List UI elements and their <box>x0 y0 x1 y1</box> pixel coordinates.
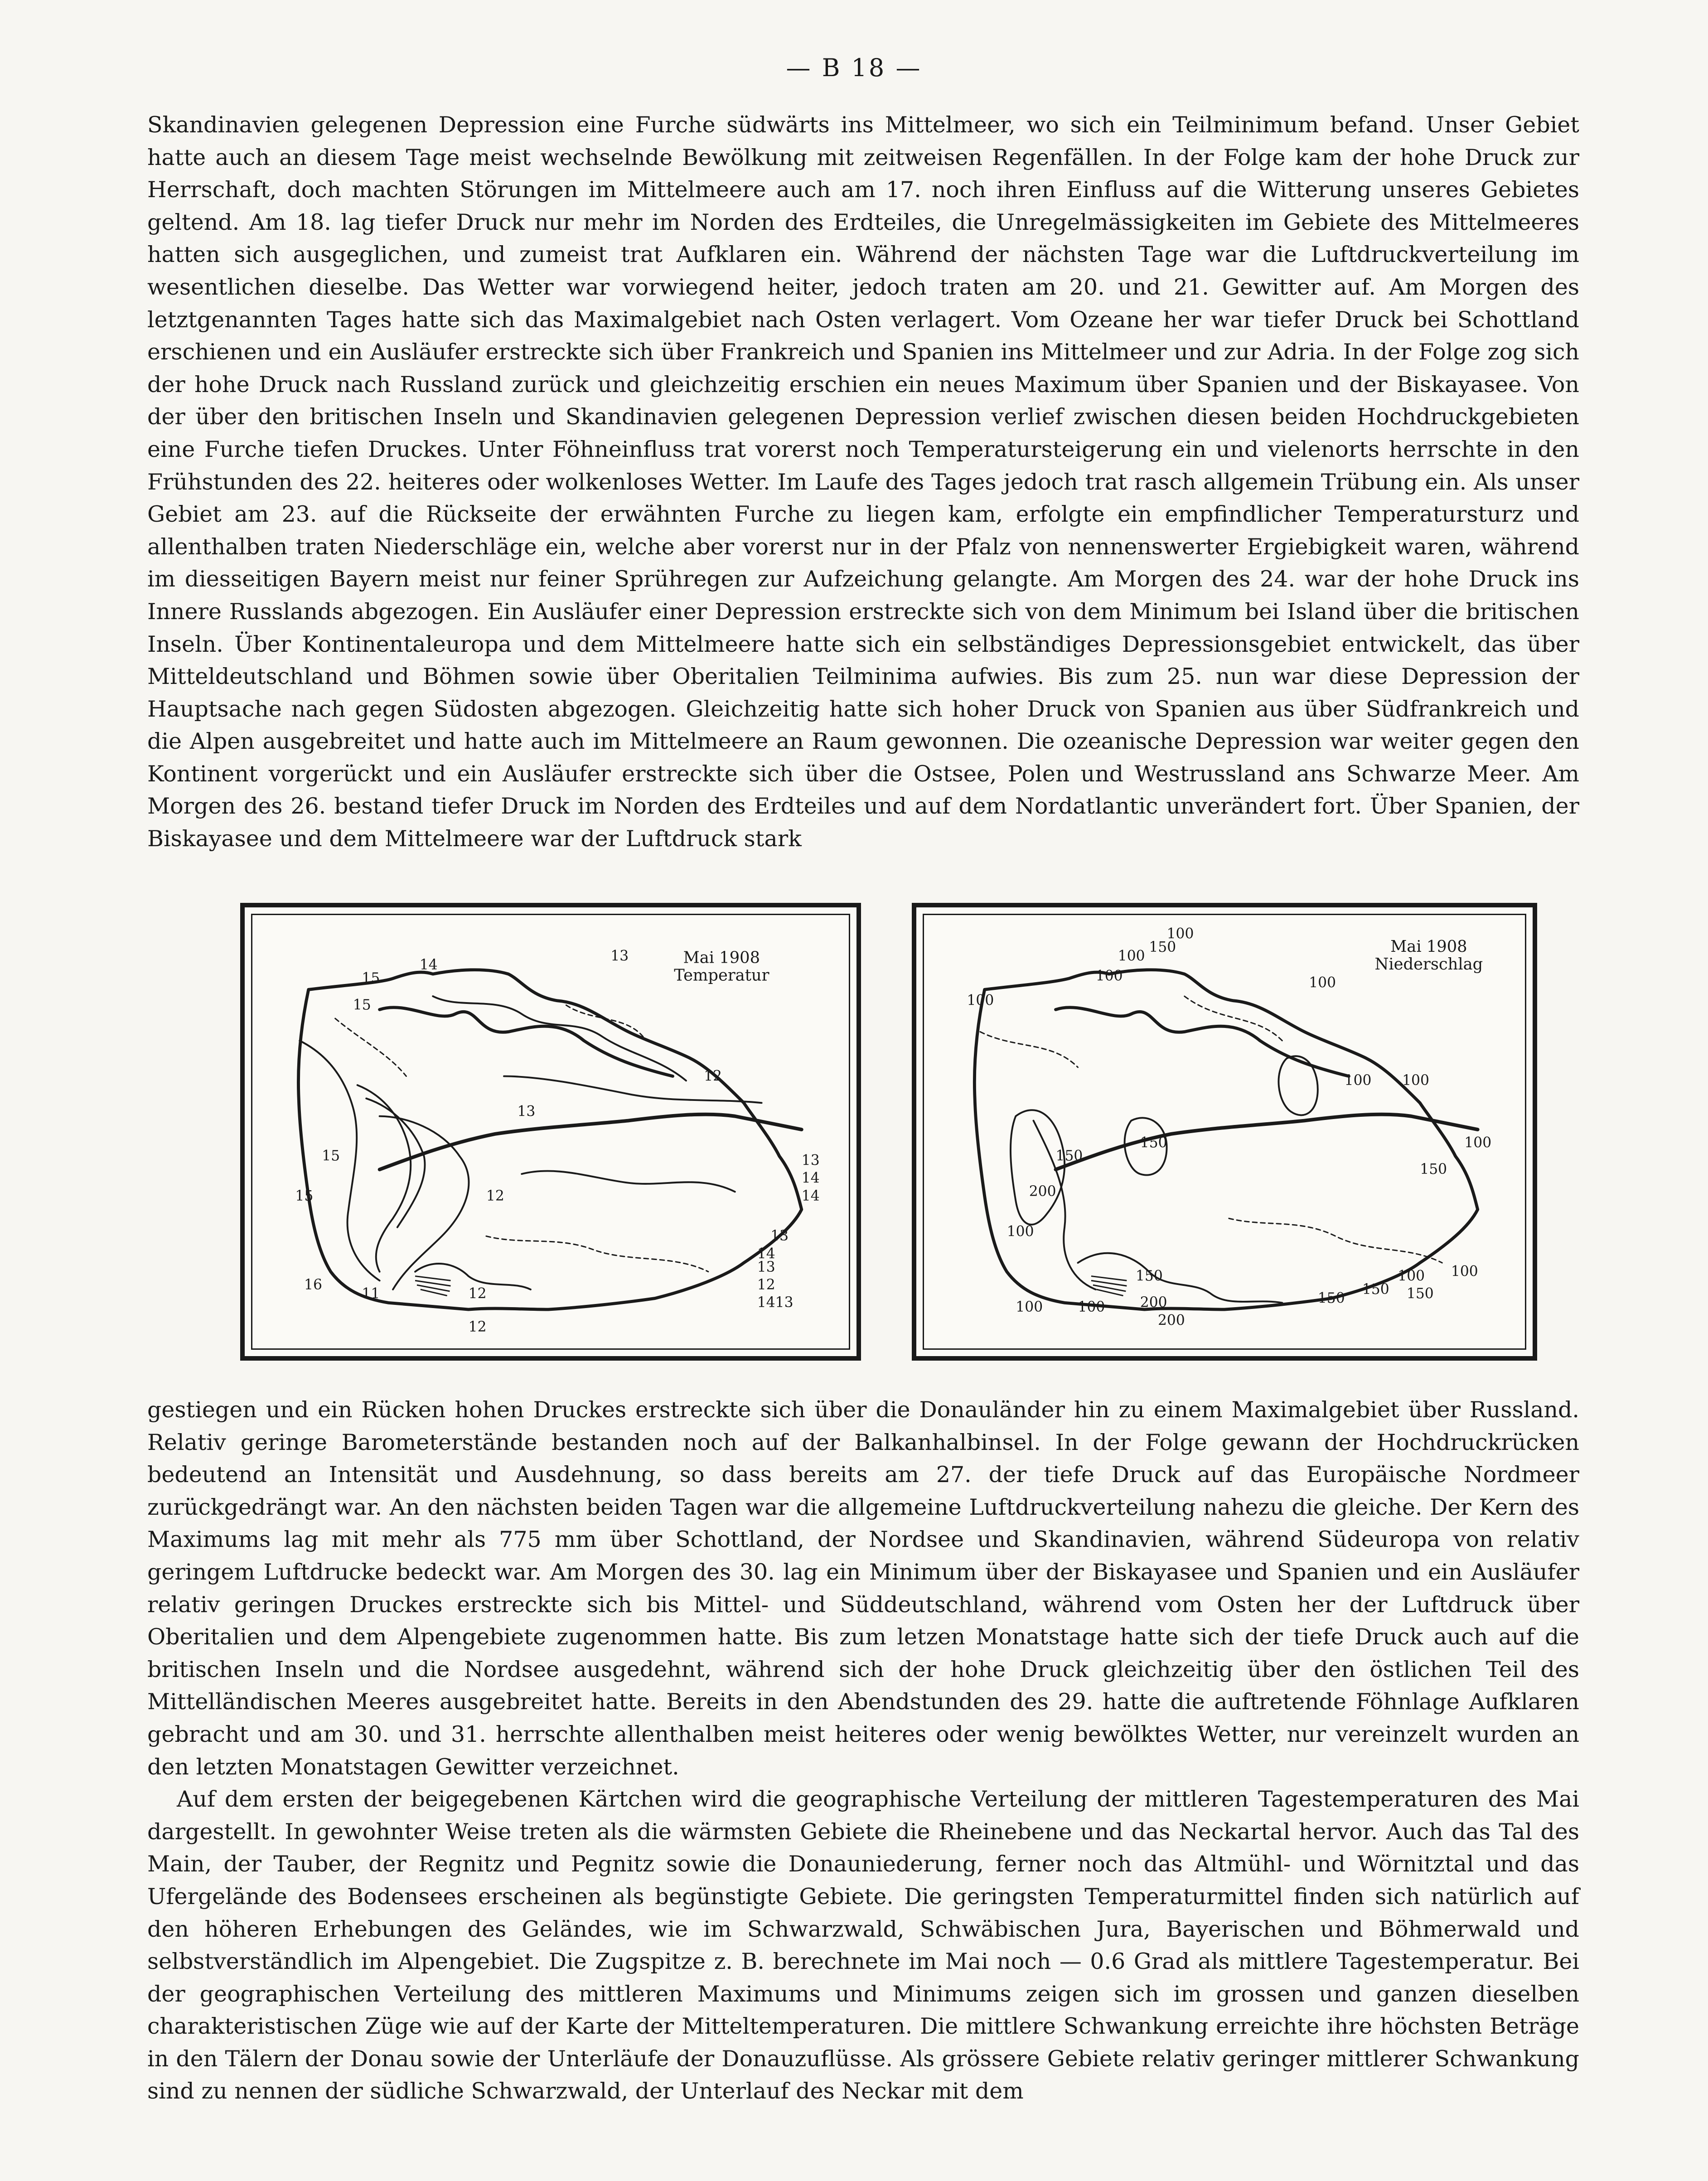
isotherm-line <box>522 1171 735 1192</box>
isotherm-label: 12 <box>468 1319 487 1336</box>
river-line <box>1056 1008 1349 1076</box>
paragraph: Skandinavien gelegenen Depression eine Furche südwärts ins Mittelmeer, wo sich ein Teilminimum befand. Unser Gebiet hatte auch an diesem Tage meist wechselnde Bewölkung mit zeitweisen Regenfällen. In der Folge kam der hohe Druck zur Herrschaft, doch machten Störungen im Mittelmeere auch am 17. noch ihren Einfluss auf die Witterung unseres Gebietes geltend. Am 18. lag tiefer Druck nur mehr im Norden des Erdteiles, die Unregelmässigkeiten im Gebiete des Mittelmeeres hatten sich ausgeglichen, und zumeist trat Aufklaren ein. Während der nächsten Tage war die Luftdruckverteilung im wesentlichen dieselbe. Das Wetter war vorwiegend heiter, jedoch traten am 20. und 21. Gewitter auf. Am Morgen des letztgenannten Tages hatte sich das Maximalgebiet nach Osten verlagert. Vom Ozeane her war tiefer Druck bei Schottland erschienen und ein Ausläufer erstreckte sich über Frankreich und Spanien ins Mittelmeer und zur Adria. In der Folge zog sich der hohe Druck nach Russland zurück und gleichzeitig erschien ein neues Maximum über Spanien und der Biskayasee. Von der über den britischen Inseln und Skandinavien gelegenen Depression verlief zwischen diesen beiden Hochdruckgebieten eine Furche tiefen Druckes. Unter Föhneinfluss trat vorerst noch Temperatursteigerung ein und vielenorts herrschte in den Frühstunden des 22. heiteres oder wolkenloses Wetter. Im Laufe des Tages jedoch trat rasch allgemein Trübung ein. Als unser Gebiet am 23. auf die Rückseite der erwähnten Furche zu liegen kam, erfolgte ein empfindlicher Temperatursturz und allenthalben traten Niederschläge ein, welche aber vorerst nur in der Pfalz von nennenswerter Ergiebigkeit waren, während im diesseitigen Bayern meist nur feiner Sprühregen zur Aufzeichung gelangte. Am Morgen des 24. war der hohe Druck ins Innere Russlands abgezogen. Ein Ausläufer einer Depression erstreckte sich von dem Minimum bei Island über die britischen Inseln. Über Kontinentaleuropa und dem Mittelmeere hatte sich ein selbständiges Depressionsgebiet entwickelt, das über Mitteldeutschland und Böhmen sowie über Oberitalien Teilminima aufwies. Bis zum 25. nun war diese Depression der Hauptsache nach gegen Südosten abgezogen. Gleichzeitig hatte sich hoher Druck von Spanien aus über Südfrankreich und die Alpen ausgebreitet und hatte auch im Mittelmeere an Raum gewonnen. Die ozeanische Depression war weiter gegen den Kontinent vorgerückt und ein Ausläufer erstreckte sich über die Ostsee, Polen und Westrussland ans Schwarze Meer. Am Morgen des 26. bestand tiefer Druck im Norden des Erdteiles und auf dem Nordatlantic unverändert fort. Über Spanien, der Biskayasee und dem Mittelmeere war der Luftdruck stark <box>147 112 1579 852</box>
isotherm-label: 13 <box>770 1228 789 1245</box>
precipitation-map-subtitle: Niederschlag <box>1374 955 1483 974</box>
isohyet-label: 200 <box>1157 1312 1185 1329</box>
isotherm-label: 15 <box>353 997 371 1013</box>
isotherm-label: 13 <box>757 1259 775 1275</box>
isohyet-label: 100 <box>1451 1263 1478 1280</box>
isotherm-label: 12 <box>486 1187 504 1204</box>
paragraph: Auf dem ersten der beigegebenen Kärtchen wird die geographische Verteilung der mittleren Tagestemperaturen des Mai dargestellt. In gewohnter Weise treten als die wärmsten Gebiete die Rheinebene und das Neckartal hervor. Auch das Tal des Main, der Tauber, der Regnitz und Pegnitz sowie die Donauniederung, ferner noch das Altmühl- und Wörnitztal und das Ufergelände des Bodensees erscheinen als begünstigte Gebiete. Die geringsten Temperaturmittel finden sich natürlich auf den höheren Erhebungen des Geländes, wie im Schwarzwald, Schwäbischen Jura, Bayerischen und Böhmerwald und selbstverständlich im Alpengebiet. Die Zugspitze z. B. berechnete im Mai noch — 0.6 Grad als mittlere Tagestemperatur. Bei der geographischen Verteilung des mittleren Maximums und Minimums zeigen sich im grossen und ganzen dieselben charakteristischen Züge wie auf der Karte der Mitteltemperaturen. Die mittlere Schwankung erreichte ihre höchsten Beträge in den Tälern der Donau sowie der Unterläufe der Donauzuflüsse. Als grössere Gebiete relativ geringer mittlerer Schwankung sind zu nennen der südliche Schwarzwald, der Unterlauf des Neckar mit dem <box>147 1786 1579 2104</box>
lake-hatch <box>415 1276 450 1296</box>
isotherm-label: 15 <box>295 1187 314 1204</box>
river-line <box>380 1115 802 1170</box>
temperature-map-title: Mai 1908 <box>683 948 760 967</box>
border-line <box>298 970 801 1309</box>
isohyet-label: 100 <box>1095 968 1123 984</box>
isotherm-label: 11 <box>362 1285 380 1302</box>
paragraph: gestiegen und ein Rücken hohen Druckes erstreckte sich über die Donauländer hin zu einem Maximalgebiet über Russland. Relativ geringe Barometerstände bestanden noch auf der Balkanhalbinsel. In der Folge gewann der Hochdruckrücken bedeutend an Intensität und Ausdehnung, so dass bereits am 27. der tiefe Druck auf das Europäische Nordmeer zurückgedrängt war. An den nächsten beiden Tagen war die allgemeine Luftdruckverteilung nahezu die gleiche. Der Kern des Maximums lag mit mehr als 775 mm über Schottland, der Nordsee und Skandinavien, während Südeuropa von relativ geringem Luftdrucke bedeckt war. Am Morgen des 30. lag ein Minimum über der Biskayasee und Spanien und ein Ausläufer relativ geringen Druckes erstreckte sich bis Mittel- und Süddeutschland, während vom Osten her der Luftdruck über Oberitalien und dem Alpengebiete zugenommen hatte. Bis zum letzen Monatstage hatte sich der tiefe Druck auch auf die britischen Inseln und die Nordsee ausgedehnt, während sich der hohe Druck gleichzeitig über den östlichen Teil des Mittelländischen Meeres ausgebreitet hatte. Bereits in den Abendstunden des 29. hatte die auftretende Föhnlage Aufklaren gebracht und am 30. und 31. herrschte allenthalben meist heiteres oder wenig bewölktes Wetter, nur vereinzelt wurden an den letzten Monatstagen Gewitter verzeichnet. <box>147 1397 1579 1780</box>
isotherm-label: 15 <box>362 970 380 987</box>
isotherm-label: 12 <box>704 1068 722 1085</box>
isohyet-label: 100 <box>1309 974 1336 991</box>
page-number-header: — B 18 — <box>786 53 922 82</box>
isotherm-line <box>335 1005 708 1272</box>
isotherm-line <box>504 1076 762 1103</box>
isotherm-label: 14 <box>757 1246 775 1262</box>
isohyet-label: 100 <box>1464 1134 1492 1151</box>
isohyet-label: 200 <box>1029 1183 1056 1200</box>
isohyet-label: 200 <box>1140 1294 1167 1311</box>
isotherm-label: 13 <box>801 1152 820 1169</box>
isohyet-label: 100 <box>1344 1072 1372 1089</box>
isotherm-label: 12 <box>757 1276 775 1293</box>
isohyet-label: 100 <box>1118 948 1145 964</box>
bottom-text-block <box>147 1394 1579 2108</box>
isohyet-label: 150 <box>1406 1285 1434 1302</box>
isotherm-label: 13 <box>610 948 629 964</box>
isotherm-label: 14 <box>419 957 438 974</box>
isotherm-label: 12 <box>468 1285 487 1302</box>
isohyet-label: 150 <box>1420 1161 1447 1178</box>
isotherm-line <box>358 1085 411 1272</box>
isohyet-label: 150 <box>1317 1290 1345 1307</box>
lake-hatch <box>1091 1276 1127 1296</box>
isohyet-label: 100 <box>1166 926 1194 942</box>
isotherm-label: 16 <box>304 1276 322 1293</box>
isohyet-label: 150 <box>1149 939 1176 956</box>
precipitation-map-drawing <box>916 907 1533 1356</box>
precipitation-map-title: Mai 1908 <box>1390 937 1467 956</box>
isohyet-label: 100 <box>1016 1299 1043 1315</box>
isohyet-label: 150 <box>1362 1281 1389 1298</box>
temperature-map-subtitle: Temperatur <box>674 966 769 985</box>
isohyet-line <box>1278 1056 1317 1115</box>
isohyet-line <box>1034 1120 1096 1289</box>
isotherm-label: 15 <box>322 1148 340 1164</box>
temperature-map <box>240 903 861 1361</box>
isohyet-label: 100 <box>1402 1072 1429 1089</box>
river-line <box>1056 1115 1478 1170</box>
temperature-map-drawing <box>245 907 856 1356</box>
isohyet-label: 100 <box>1078 1299 1105 1315</box>
isotherm-label: 14 <box>801 1187 820 1204</box>
isohyet-label: 100 <box>1398 1268 1425 1284</box>
isohyet-label: 100 <box>1006 1223 1034 1240</box>
isotherm-label: 13 <box>517 1103 536 1120</box>
isohyet-label: 150 <box>1055 1148 1083 1164</box>
isotherm-label: 14 <box>801 1170 820 1187</box>
border-line <box>974 970 1477 1309</box>
precipitation-map <box>912 903 1537 1361</box>
isohyet-label: 100 <box>967 992 994 1009</box>
river-line <box>380 1008 673 1076</box>
isohyet-label: 150 <box>1140 1134 1167 1151</box>
isohyet-label: 150 <box>1135 1268 1163 1284</box>
isotherm-label: 1413 <box>757 1294 794 1311</box>
top-text-block <box>147 109 1579 855</box>
